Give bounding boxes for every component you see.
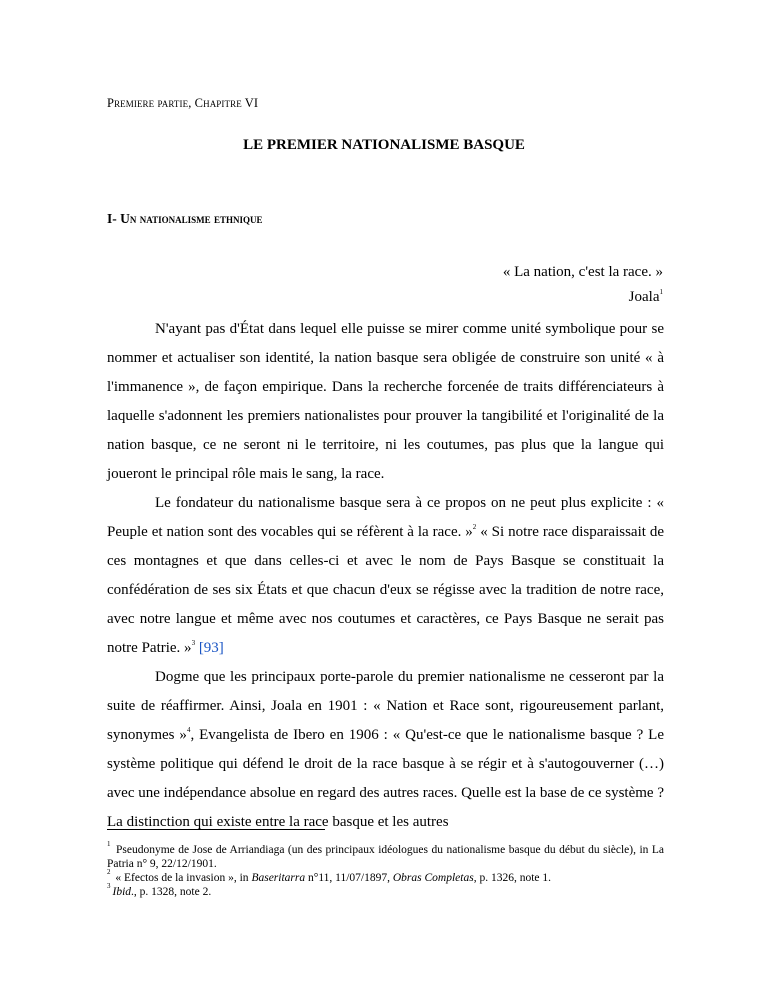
footnote-3-ibid: Ibid [112,886,132,898]
footnote-2 [107,868,664,885]
footnote-2-pre: « Efectos de la invasion », in [112,872,252,884]
section-heading [107,211,262,227]
paragraph-3-part-b: , Evangelista de Ibero en 1906 : « Qu'est-ce que le nationalisme basque ? Le système politique qui défend le droit de la race basque à se régir et à s'autogouverner (…) avec une indépendance absolue en regard des autres races. Quelle est la base de ce système ? La distinction qui existe entre la race basque et les autres [107,727,664,830]
footnote-2-work: Obras Completas [392,872,474,884]
epigraph-author [629,289,663,306]
footnote-ref-2[interactable]: 2 [472,523,477,531]
footnote-1-number: 1 [107,840,111,848]
section-number: I- [107,211,121,226]
paragraph-2 [107,489,664,663]
page-reference-link[interactable]: [93] [198,640,224,656]
paragraph-3-part-a: Dogme que les principaux porte-parole du premier nationalisme ne cesseront par la suite de réaffirmer. Ainsi, Joala en 1901 : « Nation et Race sont, rigoureusement parlant, synonymes » [107,669,664,743]
running-header [107,96,258,111]
paragraph-1: N'ayant pas d'État dans lequel elle puisse se mirer comme unité symbolique pour se nommer et actualiser son identité, la nation basque sera obligée de construire son unité « à l'immanence », de façon empirique. Dans la recherche forcenée de traits différenciateurs à laquelle s'adonnent les premiers nationalistes pour prouver la tangibilité et l'originalité de la nation basque, ce ne seront ni le territoire, ni les coutumes, pas plus que la langue qui joueront le principal rôle mais le sang, la race. [107,321,664,482]
footnote-3-number: 3 [107,882,111,890]
body-text [107,315,664,837]
footnote-1-text: Pseudonyme de Jose de Arriandiaga (un des principaux idéologues du nationalisme basque du début du siècle), in La Patria n° 9, 22/12/1901. [107,844,664,870]
footnote-2-number: 2 [107,868,111,876]
footnote-ref-1[interactable]: 1 [659,288,663,296]
footnote-2-post: , p. 1326, note 1. [473,872,552,884]
header-part-rest: remiere partie [114,96,189,110]
header-chapter-initial: C [194,96,204,110]
chapter-title: LE PREMIER NATIONALISME BASQUE [243,137,525,153]
footnotes [107,840,664,899]
footnote-3 [107,882,664,899]
footnote-2-journal: Baseritarra [251,872,306,884]
epigraph-author-name: Joala [628,289,660,305]
footnote-ref-3[interactable]: 3 [191,639,196,647]
footnote-3-post: ., p. 1328, note 2. [131,886,212,898]
footnote-divider [107,829,325,830]
epigraph-quote: « La nation, c'est la race. » [502,264,663,280]
paragraph-2-part-b: « Si notre race disparaissait de ces montagnes et que dans celles-ci et avec le nom de Pays Basque se constituait la confédération de ses six États et que chacun d'eux se régisse avec la tradition de notre race, avec notre langue et même avec nos coutumes et caractères, ce Pays Basque ne serait pas notre Patrie. » [107,524,664,656]
section-rest: n nationalisme ethnique [129,211,263,226]
footnote-ref-4[interactable]: 4 [186,726,191,734]
header-separator: , [188,96,195,110]
section-initial: U [120,211,130,226]
header-part-initial: P [107,96,115,110]
header-chapter-rest: hapitre VI [203,96,259,110]
paragraph-3 [107,663,664,837]
footnote-1 [107,840,664,871]
paragraph-2-part-a: Le fondateur du nationalisme basque sera à ce propos on ne peut plus explicite : « Peuple et nation sont des vocables qui se réfèrent à la race. » [107,495,664,540]
footnote-2-mid: n°11, 11/07/1897, [305,872,393,884]
